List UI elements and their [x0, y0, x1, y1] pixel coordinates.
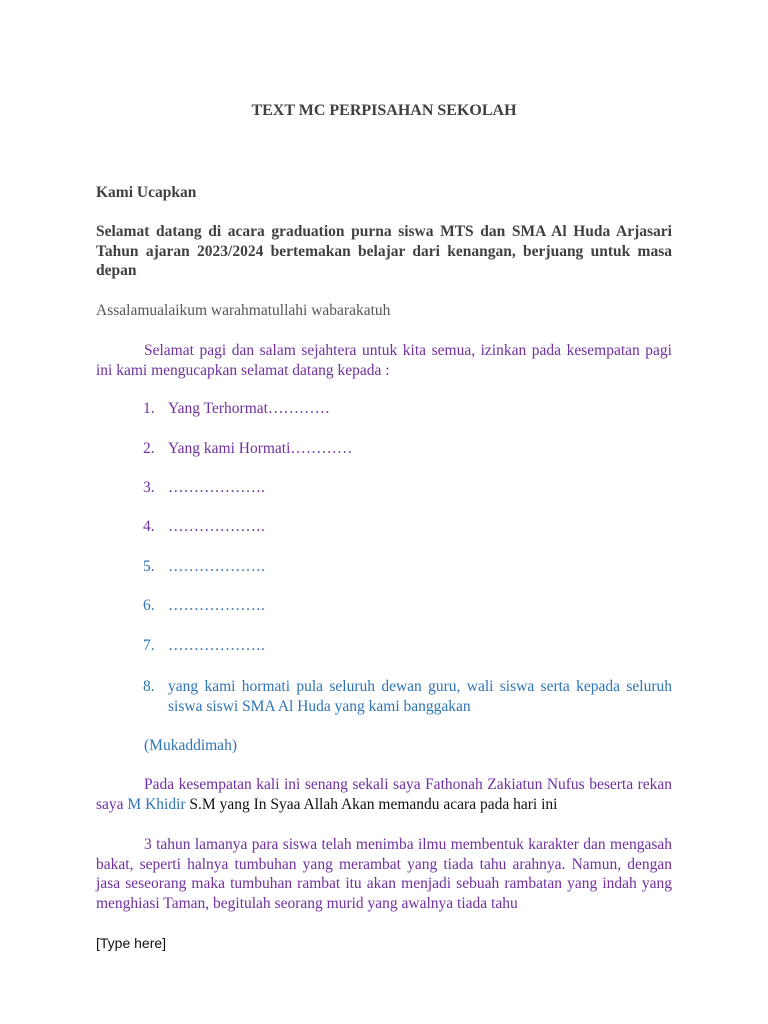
list-text: ……………….	[168, 518, 265, 535]
list-text: Yang Terhormat…………	[168, 400, 330, 417]
list-text: Yang kami Hormati…………	[168, 440, 353, 457]
intro-text: Pada kesempatan kali ini senang sekali saya Fathonah Zakiatun Nufus beserta rekan saya	[96, 776, 672, 813]
list-number: 8.	[143, 678, 155, 695]
list-text: ……………….	[168, 637, 265, 654]
list-text: yang kami hormati pula seluruh dewan guru, wali siswa serta kepada seluruh siswa siswi SMA Al Huda yang kami banggakan	[168, 678, 672, 715]
list-number: 5.	[143, 558, 155, 575]
list-number: 3.	[143, 479, 155, 496]
list-number: 1.	[143, 400, 155, 417]
mukaddimah-label: (Mukaddimah)	[144, 737, 237, 754]
list-number: 2.	[143, 440, 155, 457]
list-number: 4.	[143, 518, 155, 535]
list-text: ……………….	[168, 597, 265, 614]
footer-placeholder[interactable]: [Type here]	[96, 935, 167, 951]
salam-line: Assalamualaikum warahmatullahi wabarakatuh	[96, 302, 391, 319]
list-number: 6.	[143, 597, 155, 614]
intro-paragraph	[96, 775, 672, 814]
welcome-paragraph: Selamat datang di acara graduation purna siswa MTS dan SMA Al Huda Arjasari Tahun ajaran 2023/2024 bertemakan belajar dari kenangan, berjuang untuk masa depan	[96, 223, 672, 279]
body-paragraph: 3 tahun lamanya para siswa telah menimba ilmu membentuk karakter dan mengasah bakat, seperti halnya tumbuhan yang merambat yang tiada tahu arahnya. Namun, dengan jasa seseorang maka tumbuhan rambat itu akan menjadi sebuah rambatan yang indah yang menghiasi Taman, begitulah seorang murid yang awalnya tiada tahu	[96, 836, 672, 912]
list-text: ……………….	[168, 558, 265, 575]
intro-text-end: S.M yang In Syaa Allah Akan memandu acara pada hari ini	[185, 795, 558, 813]
list-number: 7.	[143, 637, 155, 654]
document-title: TEXT MC PERPISAHAN SEKOLAH	[251, 102, 517, 119]
partner-name: M Khidir	[127, 795, 186, 813]
greeting-heading: Kami Ucapkan	[96, 184, 197, 201]
opening-paragraph: Selamat pagi dan salam sejahtera untuk kita semua, izinkan pada kesempatan pagi ini kami mengucapkan selamat datang kepada :	[96, 342, 672, 379]
list-text: ……………….	[168, 479, 265, 496]
